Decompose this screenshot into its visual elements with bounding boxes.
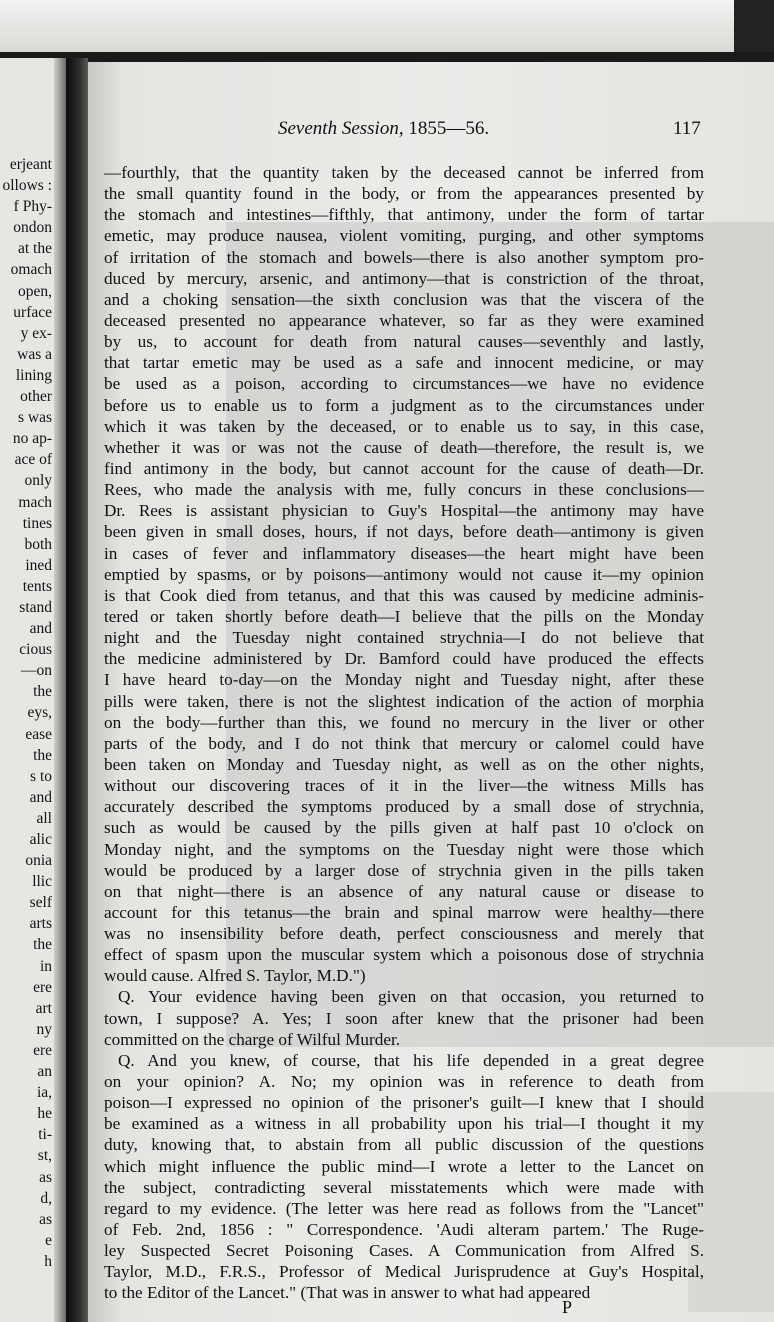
text-line: emetic, may produce nausea, violent vomiting, purging, and other symptoms — [104, 226, 704, 246]
left-page-line: he — [37, 1105, 52, 1123]
text-line: which it was taken by the deceased, or to enable us to say, in this case, — [104, 416, 704, 436]
text-line: poison—I expressed no opinion of the prisoner's guilt—I knew that I should — [104, 1093, 704, 1113]
left-page-line: st, — [37, 1147, 52, 1165]
text-line: I have heard to-day—on the Monday night and Tuesday night, after these — [104, 670, 704, 690]
book-spine — [66, 58, 88, 1322]
running-title-session: Seventh Session — [278, 118, 399, 139]
text-line: would cause. Alfred S. Taylor, M.D.") — [104, 966, 366, 986]
text-line: Dr. Rees is assistant physician to Guy's Hospital—the antimony may have — [104, 501, 704, 521]
left-page-text — [2, 154, 52, 1272]
left-page-gutter — [54, 58, 66, 1322]
left-page-line: and — [29, 788, 52, 806]
text-line: of irritation of the stomach and bowels—there is also another symptom pro- — [104, 247, 704, 267]
text-line: and a choking sensation—the sixth conclusion was that the viscera of the — [104, 289, 704, 309]
left-page-line: only — [24, 472, 52, 490]
text-line: regard to my evidence. (The letter was here read as follows from the "Lancet" — [104, 1198, 704, 1218]
text-line: which might influence the public mind—I wrote a letter to the Lancet on — [104, 1156, 704, 1176]
text-line: without our discovering traces of it in the liver—the witness Mills has — [104, 776, 704, 796]
text-line: accurately described the symptoms produced by a small dose of strychnia, — [104, 797, 704, 817]
text-line: the medicine administered by Dr. Bamford could have produced the effects — [104, 649, 704, 669]
left-page-line: art — [35, 999, 52, 1017]
left-page-line: self — [29, 894, 52, 912]
left-page-line: s to — [30, 767, 52, 785]
text-line: parts of the body, and I do not think that mercury or calomel could have — [104, 733, 704, 753]
text-line: duty, knowing that, to abstain from all public discussion of the questions — [104, 1135, 704, 1155]
left-page-line: ondon — [13, 219, 52, 237]
left-page-line: ollows : — [2, 177, 52, 195]
left-page-line: arts — [29, 915, 52, 933]
left-page-line: tents — [22, 577, 52, 595]
text-line: effect of spasm upon the muscular system which a poisonous dose of strychnia — [104, 945, 704, 965]
left-page-line: f Phy- — [13, 198, 52, 216]
left-page-line: omach — [10, 261, 52, 279]
page-header — [88, 118, 774, 146]
left-page-line: the — [33, 936, 52, 954]
left-page-line: lining — [15, 366, 52, 384]
left-page-line: and — [29, 620, 52, 638]
text-line: would be produced by a larger dose of strychnia given in the pills taken — [104, 860, 704, 880]
scan-edge — [734, 0, 774, 52]
text-line: pills were taken, there is not the slightest indication of the action of morphia — [104, 691, 704, 711]
text-line: on that night—there is an absence of any natural cause or disease to — [104, 881, 704, 901]
left-page-line: onia — [25, 852, 52, 870]
left-page-line: y ex- — [20, 324, 52, 342]
left-page-line: ere — [33, 978, 52, 996]
left-page-line: was a — [17, 345, 52, 363]
running-title-years: , 1855—56. — [398, 118, 490, 139]
text-line: by us, to account for death from natural causes—seventhly and lastly, — [104, 332, 704, 352]
text-line: in cases of fever and inflammatory diseases—the heart might have been — [104, 543, 704, 563]
text-line: committed on the charge of Wilful Murder. — [104, 1029, 401, 1049]
text-line: been given in small doses, hours, if not days, before death—antimony is given — [104, 522, 704, 542]
left-page-line: the — [33, 683, 52, 701]
left-page-line: stand — [19, 598, 52, 616]
left-page-line: ny — [36, 1020, 52, 1038]
left-page-line: cious — [19, 641, 52, 659]
left-page-line: ere — [33, 1041, 52, 1059]
page-number: 117 — [673, 118, 701, 139]
text-line: that tartar emetic may be used as a safe and innocent medicine, or may — [104, 353, 704, 373]
text-line: town, I suppose? A. Yes; I soon after knew that the prisoner had been — [104, 1008, 704, 1028]
left-page-line: no ap- — [12, 430, 52, 448]
left-page — [0, 58, 66, 1322]
text-line: be used as a poison, according to circumstances—we have no evidence — [104, 374, 704, 394]
left-page-line: as — [39, 1168, 52, 1186]
left-page-line: ia, — [36, 1084, 52, 1102]
text-line: emptied by spasms, or by poisons—antimony would not cause it—my opinion — [104, 564, 704, 584]
text-line: on the body—further than this, we found no mercury in the liver or other — [104, 712, 704, 732]
left-page-line: mach — [18, 493, 52, 511]
left-page-line: ined — [25, 556, 52, 574]
left-page-line: s was — [17, 409, 52, 427]
running-title — [278, 118, 489, 140]
text-line: been taken on Monday and Tuesday night, as well as on the other nights, — [104, 754, 704, 774]
left-page-line: eys, — [27, 704, 52, 722]
text-line: night and the Tuesday night contained strychnia—I do not believe that — [104, 628, 704, 648]
left-page-line: all — [36, 809, 52, 827]
signature-mark: P — [562, 1297, 573, 1317]
text-line: on your opinion? A. No; my opinion was in reference to death from — [104, 1072, 704, 1092]
left-page-line: the — [33, 746, 52, 764]
text-line: duced by mercury, arsenic, and antimony—that is constriction of the throat, — [104, 268, 704, 288]
text-line: deceased presented no appearance whatever, so far as they were examined — [104, 310, 704, 330]
scan-top-margin — [0, 0, 774, 52]
left-page-line: tines — [22, 514, 52, 532]
text-line: tered or taken shortly before death—I believe that the pills on the Monday — [104, 606, 704, 626]
text-line: Q. Your evidence having been given on that occasion, you returned to — [118, 987, 704, 1007]
text-line: of Feb. 2nd, 1856 : " Correspondence. 'Audi alteram partem.' The Ruge- — [104, 1220, 704, 1240]
text-line: whether it was or was not the cause of death—therefore, the result is, we — [104, 437, 704, 457]
left-page-line: e — [45, 1231, 52, 1249]
text-line: —fourthly, that the quantity taken by the deceased cannot be inferred from — [104, 163, 704, 182]
text-line: Monday night, and the symptoms on the Tuesday night were those which — [104, 839, 704, 859]
text-line: find antimony in the body, but cannot account for the cause of death—Dr. — [104, 458, 704, 478]
left-page-line: open, — [17, 282, 52, 300]
text-line: Q. And you knew, of course, that his life depended in a great degree — [118, 1050, 704, 1070]
body-text — [104, 162, 704, 1304]
left-page-line: an — [37, 1063, 52, 1081]
right-page — [88, 62, 774, 1322]
left-page-line: in — [39, 957, 52, 975]
left-page-line: as — [39, 1210, 52, 1228]
text-line: the small quantity found in the body, or from the appearances presented by — [104, 184, 704, 204]
text-line: be examined as a witness in all probability upon his trial—I thought it my — [104, 1114, 704, 1134]
left-page-line: ti- — [38, 1126, 52, 1144]
left-page-line: erjeant — [9, 156, 52, 173]
text-line: before us to enable us to form a judgment as to the circumstances under — [104, 395, 704, 415]
left-page-line: other — [20, 388, 52, 406]
text-line: the stomach and intestines—fifthly, that antimony, under the form of tartar — [104, 205, 704, 225]
text-line: account for this tetanus—the brain and spinal marrow were healthy—there — [104, 902, 704, 922]
left-page-line: alic — [29, 831, 52, 848]
left-page-line: both — [24, 535, 52, 553]
text-line: Taylor, M.D., F.R.S., Professor of Medical Jurisprudence at Guy's Hospital, — [104, 1262, 704, 1282]
text-line: to the Editor of the Lancet." (That was in answer to what had appeared — [104, 1283, 591, 1303]
text-line: is that Cook died from tetanus, and that this was caused by medicine adminis- — [104, 585, 704, 605]
left-page-line: ace of — [14, 451, 52, 469]
left-page-line: llic — [32, 873, 52, 891]
text-line: ley Suspected Secret Poisoning Cases. A Communication from Alfred S. — [104, 1241, 704, 1261]
left-page-line: urface — [13, 303, 52, 321]
text-line: was no insensibility before death, perfect consciousness and merely that — [104, 924, 704, 944]
left-page-line: ease — [25, 725, 52, 743]
left-page-line: at the — [18, 240, 52, 258]
text-line: such as would be caused by the pills given at half past 10 o'clock on — [104, 818, 704, 838]
left-page-line: d, — [40, 1189, 52, 1207]
left-page-line: h — [44, 1252, 52, 1270]
text-line: the subject, contradicting several misstatements which were made with — [104, 1177, 704, 1197]
left-page-line: —on — [21, 662, 52, 680]
text-line: Rees, who made the analysis with me, fully concurs in these conclusions— — [104, 480, 704, 500]
